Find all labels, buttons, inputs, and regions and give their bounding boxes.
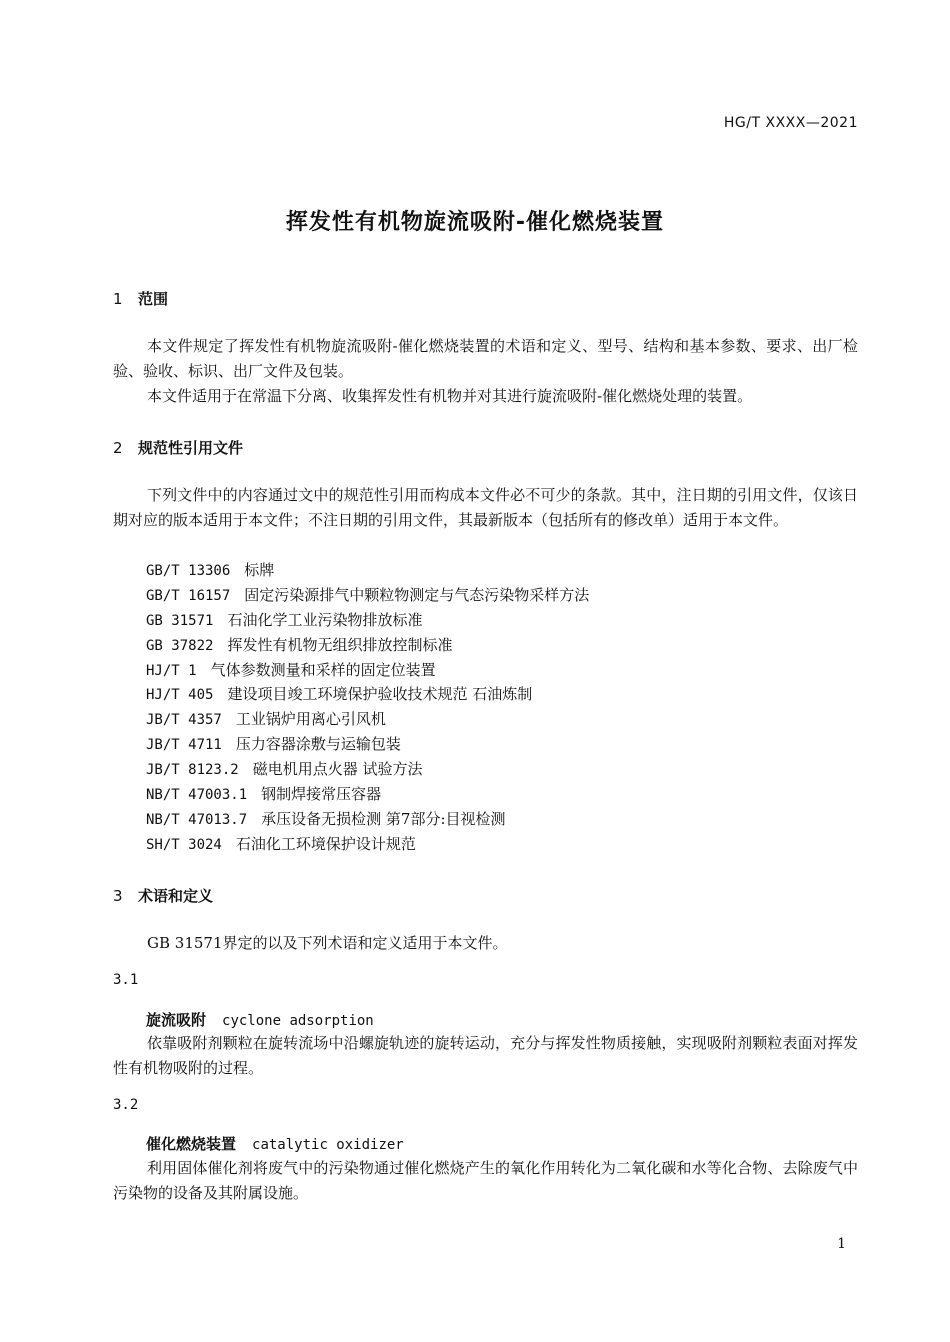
scope-paragraph-2: 本文件适用于在常温下分离、收集挥发性有机物并对其进行旋流吸附-催化燃烧处理的装置。 [147,387,753,405]
reference-code: JB/T 8123.2 [146,762,239,779]
term-entry [146,1133,404,1154]
section-number: 1 [113,290,123,308]
reference-code: GB 31571 [146,612,214,629]
reference-item [146,583,589,608]
reference-code: GB/T 13306 [146,563,231,579]
reference-item [146,807,589,832]
reference-title: 工业锅炉用离心引风机 [235,710,386,729]
term-chinese: 旋流吸附 [146,1011,207,1029]
reference-code: GB 37822 [146,637,214,654]
term-english: cyclone adsorption [222,1013,374,1029]
reference-title: 磁电机用点火器 试验方法 [252,760,423,779]
reference-item [146,832,589,857]
reference-item [146,608,589,633]
reference-title: 固定污染源排气中颗粒物测定与气态污染物采样方法 [244,585,590,604]
reference-title: 承压设备无损检测 第7部分:目视检测 [261,809,506,828]
term-entry [146,1009,374,1030]
normative-references-list [146,558,589,857]
reference-title: 气体参数测量和采样的固定位装置 [210,660,436,679]
standard-code: HG/T XXXX—2021 [723,115,858,131]
reference-code: NB/T 47013.7 [146,811,248,828]
section-number: 2 [113,439,123,457]
reference-code: JB/T 4357 [146,712,222,729]
reference-code: HJ/T 405 [146,687,214,704]
reference-code: JB/T 4711 [146,737,222,754]
section-2-heading [113,437,243,458]
references-intro: 下列文件中的内容通过文中的规范性引用而构成本文件必不可少的条款。其中，注日期的引用文件，仅该日期对应的版本适用于本文件；不注日期的引用文件，其最新版本（包括所有的修改单）适用于本文件。 [113,486,858,529]
reference-item [146,558,589,583]
reference-item [146,658,589,683]
reference-title: 挥发性有机物无组织排放控制标准 [227,635,453,654]
term-english: catalytic oxidizer [252,1137,404,1153]
section-title: 规范性引用文件 [138,439,244,457]
section-title: 范围 [138,290,169,308]
reference-item [146,782,589,807]
terms-intro: GB 31571界定的以及下列术语和定义适用于本文件。 [147,934,508,952]
reference-code: NB/T 47003.1 [146,787,248,804]
reference-item [146,633,589,658]
reference-title: 石油化工环境保护设计规范 [235,834,416,853]
reference-title: 建设项目竣工环境保护验收技术规范 石油炼制 [227,685,533,704]
reference-code: GB/T 16157 [146,587,231,604]
reference-item [146,732,589,757]
reference-title: 石油化学工业污染物排放标准 [227,610,423,629]
reference-code: HJ/T 1 [146,662,197,679]
document-title: 挥发性有机物旋流吸附-催化燃烧装置 [285,210,665,235]
section-title: 术语和定义 [138,887,214,905]
reference-title: 标牌 [244,561,275,579]
reference-title: 钢制焊接常压容器 [261,785,382,804]
clause-number: 3.1 [113,972,139,988]
section-1-heading [113,288,168,309]
section-3-heading [113,885,213,906]
reference-item [146,707,589,732]
term-definition: 利用固体催化剂将废气中的污染物通过催化燃烧产生的氧化作用转化为二氧化碳和水等化合物、去除废气中污染物的设备及其附属设施。 [113,1159,858,1202]
section-number: 3 [113,887,123,905]
scope-paragraph-1: 本文件规定了挥发性有机物旋流吸附-催化燃烧装置的术语和定义、型号、结构和基本参数、要求、出厂检验、验收、标识、出厂文件及包装。 [113,337,858,380]
clause-number: 3.2 [113,1097,139,1113]
page-number: 1 [837,1236,846,1252]
term-chinese: 催化燃烧装置 [146,1135,237,1153]
reference-item [146,682,589,707]
term-definition: 依靠吸附剂颗粒在旋转流场中沿螺旋轨迹的旋转运动，充分与挥发性物质接触，实现吸附剂颗粒表面对挥发性有机物吸附的过程。 [113,1034,858,1077]
reference-code: SH/T 3024 [146,836,222,853]
reference-title: 压力容器涂敷与运输包装 [235,735,401,754]
reference-item [146,757,589,782]
